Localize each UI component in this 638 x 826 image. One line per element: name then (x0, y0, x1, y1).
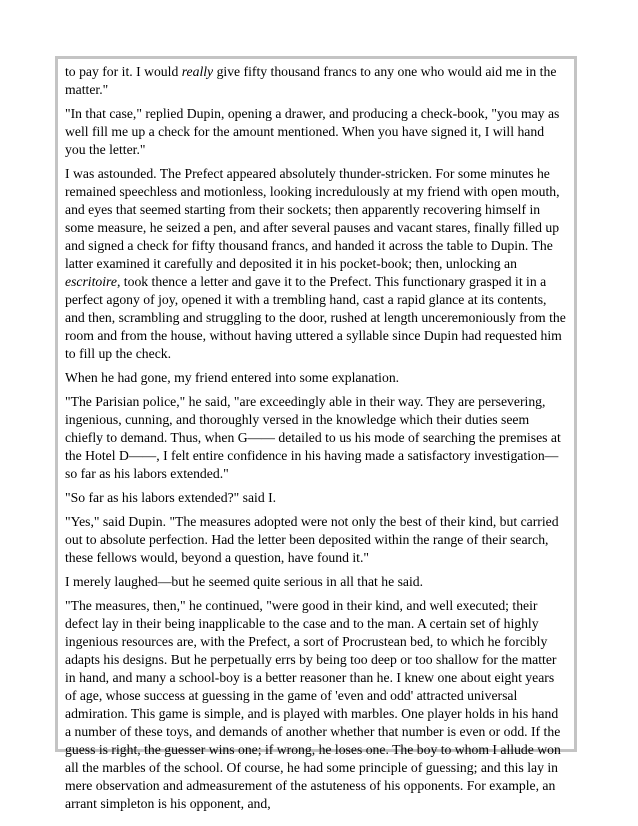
paragraph (65, 597, 566, 813)
text-run: When he had gone, my friend entered into some explanation. (65, 370, 400, 385)
paragraph (65, 393, 566, 483)
paragraph (65, 489, 566, 507)
paragraph (65, 513, 566, 567)
text-run: "So far as his labors extended?" said I. (65, 490, 277, 505)
paragraph (65, 63, 566, 99)
text-run: "The Parisian police," he said, "are exceedingly able in their way. They are persevering, ingenious, cunning, and thoroughly versed in the knowledge which their duties seem chiefly to demand. Thus, when G—— detailed to us his mode of searching the premises at the Hotel D——, I felt entire confidence in his having made a satisfactory investigation—so far as his labors extended." (65, 394, 561, 481)
paragraph (65, 105, 566, 159)
text-run: to pay for it. I would (65, 64, 182, 79)
paragraph (65, 369, 566, 387)
paragraph (65, 573, 566, 591)
paragraph (65, 165, 566, 363)
italic-text: really (181, 64, 214, 79)
text-run: , took thence a letter and gave it to the Prefect. This functionary grasped it in a perfect agony of joy, opened it with a trembling hand, cast a rapid glance at its contents, and then, scrambling and struggling to the door, rushed at length unceremoniously from the room and from the house, without having uttered a syllable since Dupin had requested him to fill up the check. (65, 274, 566, 361)
text-run: "The measures, then," he continued, "were good in their kind, and well executed; their defect lay in their being inapplicable to the case and to the man. A certain set of highly ingenious resources are, with the Prefect, a sort of Procrustean bed, to which he forcibly adapts his designs. But he perpetually errs by being too deep or too shallow for the matter in hand, and many a school-boy is a better reasoner than he. I knew one about eight years of age, whose success at guessing in the game of 'even and odd' attracted universal admiration. This game is simple, and is played with marbles. One player holds in his hand a number of these toys, and demands of another whether that number is even or odd. If the guess is right, the guesser wins one; if wrong, he loses one. The boy to whom I allude won all the marbles of the school. Of course, he had some principle of guessing; and this lay in mere observation and admeasurement of the astuteness of his opponents. For example, an arrant simpleton is his opponent, and, (65, 598, 561, 811)
page-frame (55, 56, 577, 811)
text-run: "In that case," replied Dupin, opening a drawer, and producing a check-book, "you may as well fill me up a check for the amount mentioned. When you have signed it, I will hand you the letter." (65, 106, 560, 157)
text-run: I merely laughed—but he seemed quite serious in all that he said. (65, 574, 424, 589)
text-run: "Yes," said Dupin. "The measures adopted were not only the best of their kind, but carried out to absolute perfection. Had the letter been deposited within the range of their search, these fellows would, beyond a question, have found it." (65, 514, 559, 565)
text-run: I was astounded. The Prefect appeared absolutely thunder-stricken. For some minutes he remained speechless and motionless, looking incredulously at my friend with open mouth, and eyes that seemed starting from their sockets; then apparently recovering himself in some measure, he seized a pen, and after several pauses and vacant stares, finally filled up and signed a check for fifty thousand francs, and handed it across the table to Dupin. The latter examined it carefully and deposited it in his pocket-book; then, unlocking an (65, 166, 560, 271)
italic-text: escritoire (65, 274, 117, 289)
text-run: give fifty thousand francs to any one who would aid me in the matter." (65, 64, 557, 97)
document-body (58, 59, 574, 813)
